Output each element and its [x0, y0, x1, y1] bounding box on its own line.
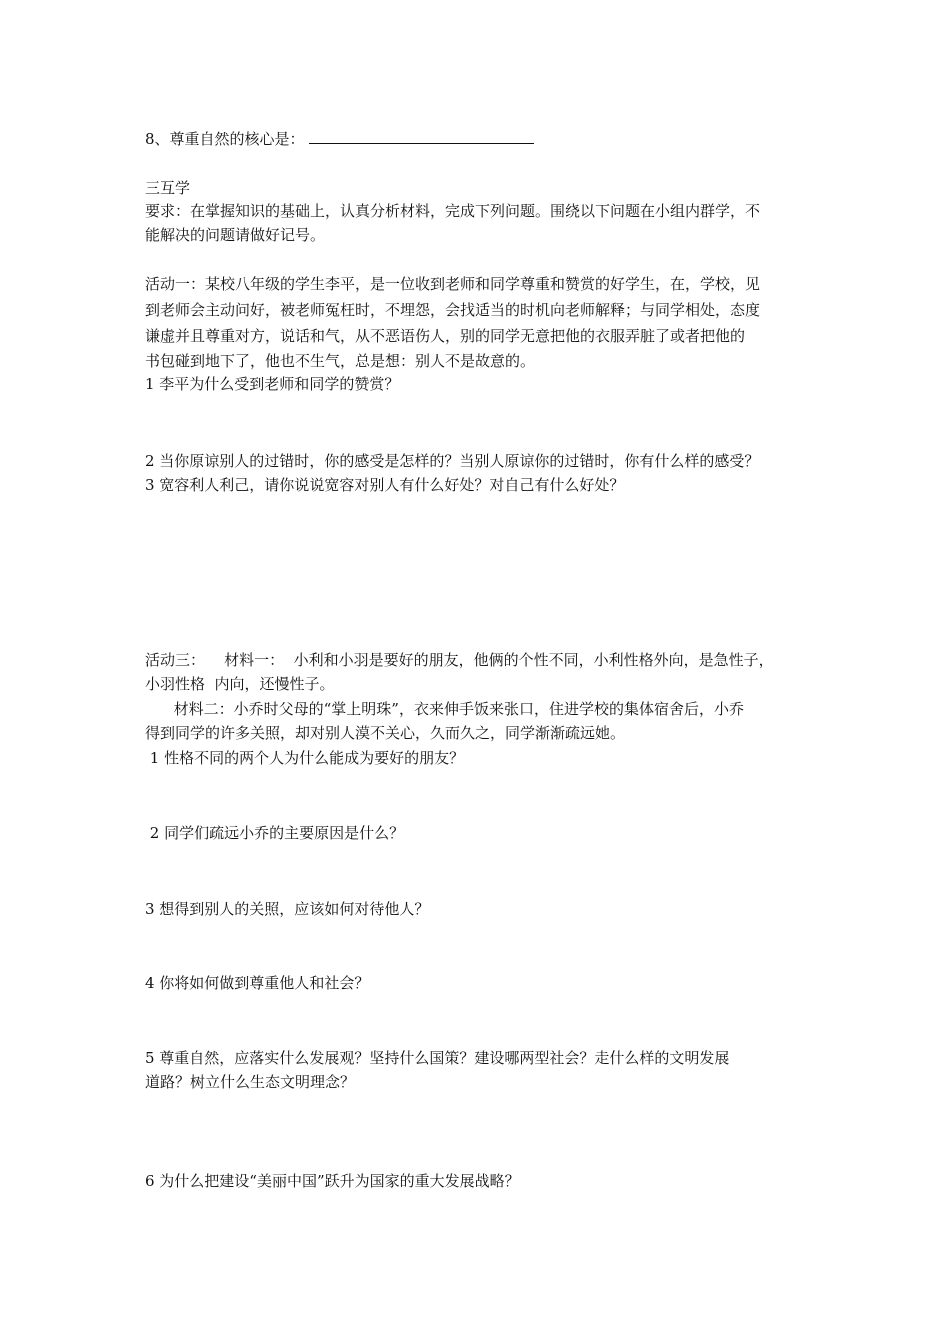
activity-1-line-3: 谦虚并且尊重对方，说话和气，从不恶语伤人，别的同学无意把他的衣服弄脏了或者把他的 [145, 327, 746, 345]
activity-1-line-1: 活动一：某校八年级的学生李平，是一位收到老师和同学尊重和赞赏的好学生，在，学校，见 [145, 275, 761, 293]
activity-3-line-3: 材料二：小乔时父母的“掌上明珠”，衣来伸手饭来张口，住进学校的集体宿舍后，小乔 [145, 700, 744, 718]
activity-3-question-1: 1 性格不同的两个人为什么能成为要好的朋友？ [145, 749, 465, 767]
activity-1-line-4: 书包碰到地下了，他也不生气，总是想：别人不是故意的。 [145, 352, 536, 370]
activity-1-line-2: 到老师会主动问好，被老师冤枉时，不埋怨，会找适当的时机向老师解释；与同学相处，态度 [145, 301, 761, 319]
activity-1-question-3: 3 宽容利人利己，请你说说宽容对别人有什么好处？对自己有什么好处？ [145, 476, 625, 494]
activity-3-question-5-line-2: 道路？树立什么生态文明理念？ [145, 1073, 356, 1091]
activity-1-question-2: 2 当你原谅别人的过错时，你的感受是怎样的？当别人原谅你的过错时，你有什么样的感受？ [145, 452, 760, 470]
activity-3-line-1: 活动三： 材料一： 小利和小羽是要好的朋友，他俩的个性不同，小利性格外向，是急性子， [145, 651, 774, 669]
question-8-text: 8、尊重自然的核心是： [145, 130, 305, 148]
activity-3-question-5-line-1: 5 尊重自然，应落实什么发展观？坚持什么国策？建设哪两型社会？走什么样的文明发展 [145, 1049, 730, 1067]
requirement-line-1: 要求：在掌握知识的基础上，认真分析材料，完成下列问题。围绕以下问题在小组内群学，不 [145, 202, 761, 220]
activity-3-question-2: 2 同学们疏远小乔的主要原因是什么？ [145, 824, 405, 842]
section-title: 三互学 [145, 179, 191, 197]
activity-3-line-2: 小羽性格 内向，还慢性子。 [145, 675, 335, 693]
activity-3-question-6: 6 为什么把建设“美丽中国”跃升为国家的重大发展战略？ [145, 1172, 520, 1190]
answer-blank-line [309, 129, 534, 144]
activity-3-line-4: 得到同学的许多关照，却对别人漠不关心，久而久之，同学渐渐疏远她。 [145, 724, 626, 742]
activity-3-question-3: 3 想得到别人的关照，应该如何对待他人？ [145, 900, 430, 918]
requirement-line-2: 能解决的问题请做好记号。 [145, 226, 326, 244]
question-8 [145, 128, 534, 150]
activity-3-question-4: 4 你将如何做到尊重他人和社会？ [145, 974, 370, 992]
activity-1-question-1: 1 李平为什么受到老师和同学的赞赏？ [145, 375, 400, 393]
